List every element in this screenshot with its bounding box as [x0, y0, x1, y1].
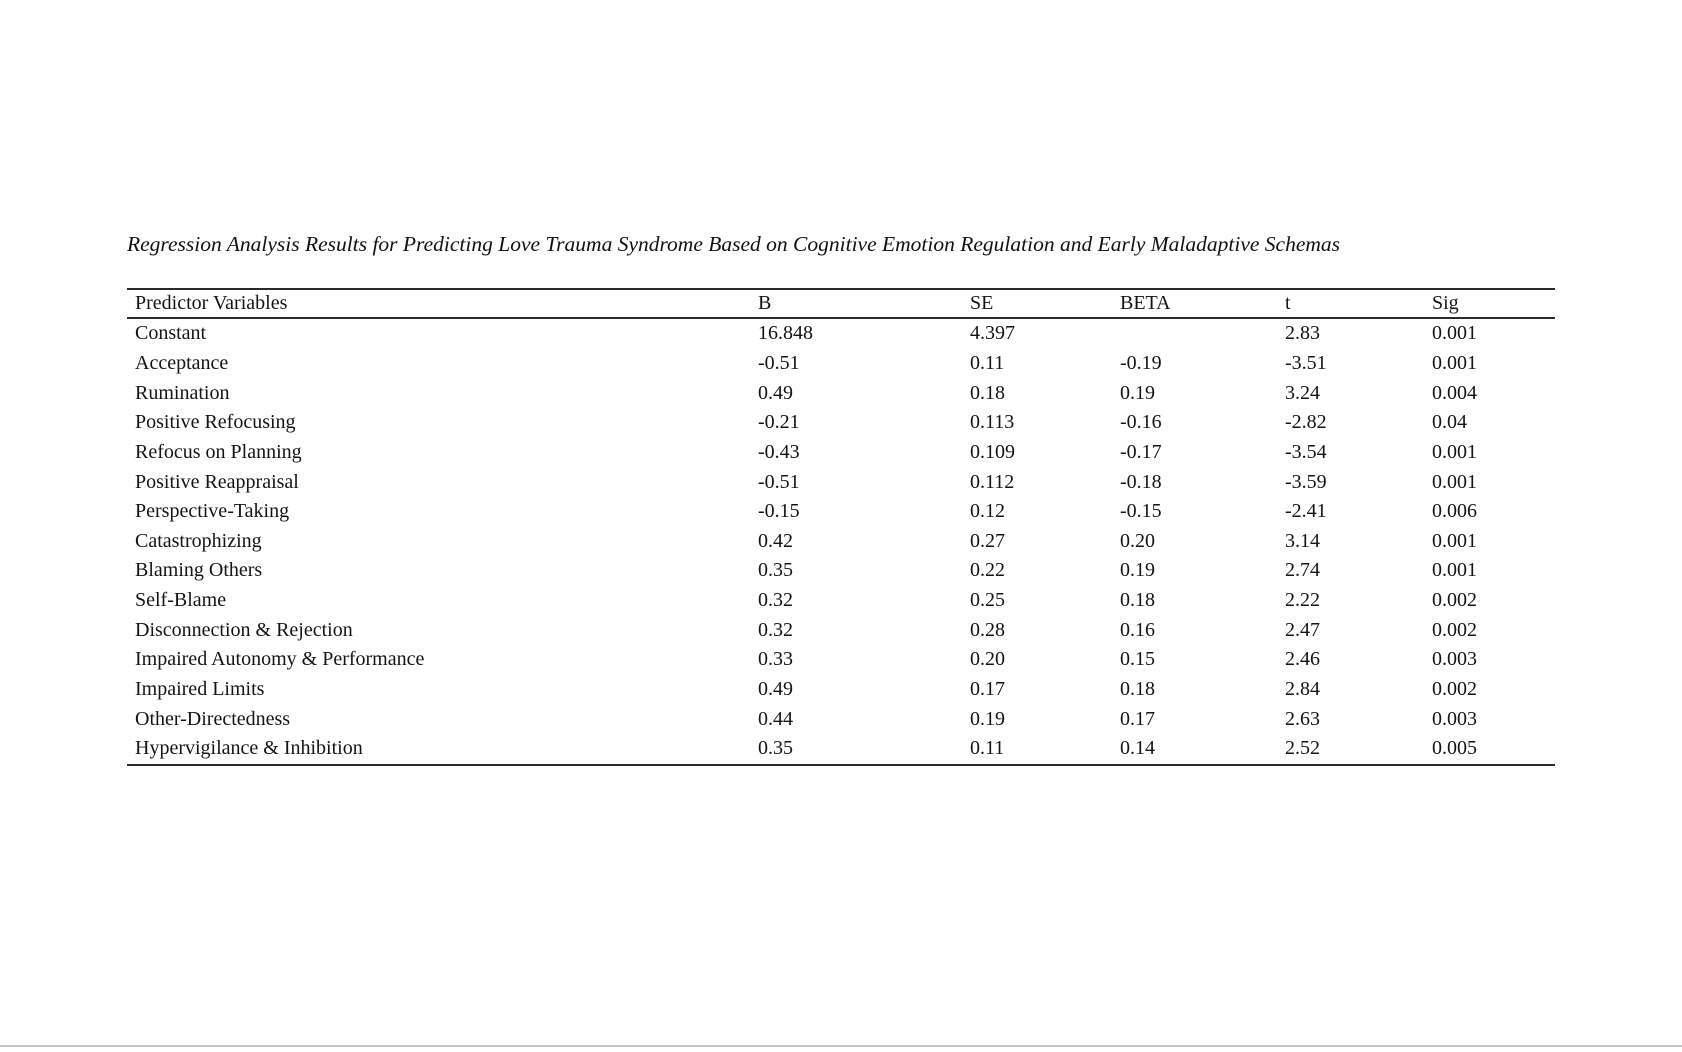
cell-b: -0.15: [758, 500, 800, 523]
cell-se: 0.20: [970, 648, 1005, 671]
table-header: [127, 289, 1555, 318]
cell-beta: 0.19: [1120, 381, 1155, 404]
cell-se: 0.27: [970, 529, 1005, 552]
cell-se: 0.18: [970, 381, 1005, 404]
cell-se: 0.28: [970, 618, 1005, 641]
cell-beta: 0.20: [1120, 529, 1155, 552]
cell-t: 2.84: [1285, 678, 1320, 700]
table-row: [127, 556, 1555, 586]
table-row: [127, 378, 1555, 408]
table-body: [127, 318, 1555, 765]
cell-sig: 0.001: [1432, 440, 1477, 463]
cell-sig: 0.003: [1432, 707, 1477, 730]
regression-results-table: [127, 288, 1555, 766]
cell-sig: 0.003: [1432, 648, 1477, 671]
cell-beta: 0.19: [1120, 559, 1155, 582]
cell-b: -0.43: [758, 440, 800, 463]
cell-se: 0.112: [970, 470, 1015, 493]
cell-predictor: Self-Blame: [135, 589, 227, 612]
cell-t: 3.14: [1285, 529, 1320, 552]
cell-predictor: Positive Refocusing: [135, 411, 296, 434]
cell-beta: -0.16: [1120, 411, 1162, 434]
cell-sig: 0.004: [1432, 381, 1477, 404]
cell-b: 16.848: [758, 322, 813, 345]
cell-t: -2.82: [1285, 411, 1327, 434]
cell-sig: 0.002: [1432, 589, 1477, 612]
table-row: [127, 349, 1555, 379]
cell-t: 3.24: [1285, 381, 1320, 404]
cell-b: -0.51: [758, 351, 800, 374]
cell-beta: 0.17: [1120, 707, 1155, 730]
table-row: [127, 645, 1555, 675]
cell-beta: 0.14: [1120, 737, 1155, 760]
cell-t: 2.46: [1285, 648, 1320, 671]
table-row: [127, 438, 1555, 468]
cell-sig: 0.002: [1432, 618, 1477, 641]
cell-predictor: Impaired Autonomy & Performance: [135, 648, 425, 671]
cell-se: 0.19: [970, 707, 1005, 730]
cell-beta: -0.15: [1120, 500, 1162, 523]
page-bottom-divider: [0, 1045, 1682, 1047]
cell-t: 2.22: [1285, 589, 1320, 612]
cell-se: 0.109: [970, 440, 1015, 463]
cell-t: -3.59: [1285, 470, 1327, 493]
cell-sig: 0.005: [1432, 737, 1477, 760]
cell-beta: 0.18: [1120, 678, 1155, 700]
cell-predictor: Disconnection & Rejection: [135, 618, 353, 641]
cell-sig: 0.002: [1432, 678, 1477, 700]
cell-sig: 0.001: [1432, 529, 1477, 552]
table-row: [127, 497, 1555, 527]
table-row: [127, 318, 1555, 349]
cell-predictor: Positive Reappraisal: [135, 470, 299, 493]
cell-b: 0.44: [758, 707, 793, 730]
cell-predictor: Other-Directedness: [135, 707, 291, 730]
cell-b: 0.49: [758, 678, 793, 700]
table-row: [127, 734, 1555, 765]
column-header-beta: BETA: [1120, 289, 1285, 318]
cell-t: 2.63: [1285, 707, 1320, 730]
cell-sig: 0.001: [1432, 559, 1477, 582]
cell-sig: 0.006: [1432, 500, 1477, 523]
cell-sig: 0.001: [1432, 351, 1477, 374]
column-header-predictor-variables: Predictor Variables: [127, 289, 758, 318]
cell-beta: [1120, 318, 1285, 349]
table-row: [127, 467, 1555, 497]
table-row: [127, 586, 1555, 616]
cell-t: -3.51: [1285, 351, 1327, 374]
cell-b: 0.32: [758, 589, 793, 612]
cell-predictor: Blaming Others: [135, 559, 263, 582]
cell-se: 0.11: [970, 737, 1005, 760]
cell-predictor: Catastrophizing: [135, 529, 262, 552]
cell-b: 0.35: [758, 737, 793, 760]
cell-se: 0.11: [970, 351, 1005, 374]
cell-predictor: Acceptance: [135, 351, 229, 374]
cell-beta: -0.18: [1120, 470, 1162, 493]
cell-sig: 0.001: [1432, 322, 1477, 345]
table-row: [127, 408, 1555, 438]
cell-se: 0.25: [970, 589, 1005, 612]
cell-t: 2.47: [1285, 618, 1320, 641]
cell-predictor: Impaired Limits: [135, 678, 265, 700]
cell-b: 0.35: [758, 559, 793, 582]
cell-predictor: Perspective-Taking: [135, 500, 290, 523]
column-header-se: SE: [970, 289, 1120, 318]
table-header-row: [127, 289, 1555, 318]
cell-b: 0.49: [758, 381, 793, 404]
cell-predictor: Rumination: [135, 381, 230, 404]
column-header-b: B: [758, 289, 970, 318]
cell-t: 2.74: [1285, 559, 1320, 582]
column-header-t: t: [1285, 289, 1432, 318]
cell-beta: 0.18: [1120, 589, 1155, 612]
table-row: [127, 675, 1555, 705]
cell-beta: -0.19: [1120, 351, 1162, 374]
table-row: [127, 615, 1555, 645]
table-title: Regression Analysis Results for Predicting Love Trauma Syndrome Based on Cognitive Emotion Regulation and Early Maladaptive Schemas: [127, 232, 1341, 256]
cell-se: 0.113: [970, 411, 1015, 434]
cell-b: -0.51: [758, 470, 800, 493]
cell-b: -0.21: [758, 411, 800, 434]
cell-t: -2.41: [1285, 500, 1327, 523]
cell-beta: -0.17: [1120, 440, 1162, 463]
cell-sig: 0.001: [1432, 470, 1477, 493]
cell-t: 2.83: [1285, 322, 1320, 345]
cell-se: 0.12: [970, 500, 1005, 523]
table-row: [127, 526, 1555, 556]
cell-b: 0.33: [758, 648, 793, 671]
cell-b: 0.32: [758, 618, 793, 641]
cell-beta: 0.15: [1120, 648, 1155, 671]
cell-se: 4.397: [970, 322, 1015, 345]
table-row: [127, 704, 1555, 734]
cell-se: 0.22: [970, 559, 1005, 582]
cell-t: 2.52: [1285, 737, 1320, 760]
column-header-sig: Sig: [1432, 289, 1555, 318]
cell-t: -3.54: [1285, 440, 1327, 463]
cell-sig: 0.04: [1432, 411, 1467, 434]
cell-b: 0.42: [758, 529, 793, 552]
cell-predictor: Refocus on Planning: [135, 440, 302, 463]
cell-predictor: Hypervigilance & Inhibition: [135, 737, 363, 760]
cell-se: 0.17: [970, 678, 1005, 700]
cell-predictor: Constant: [135, 322, 207, 345]
cell-beta: 0.16: [1120, 618, 1155, 641]
